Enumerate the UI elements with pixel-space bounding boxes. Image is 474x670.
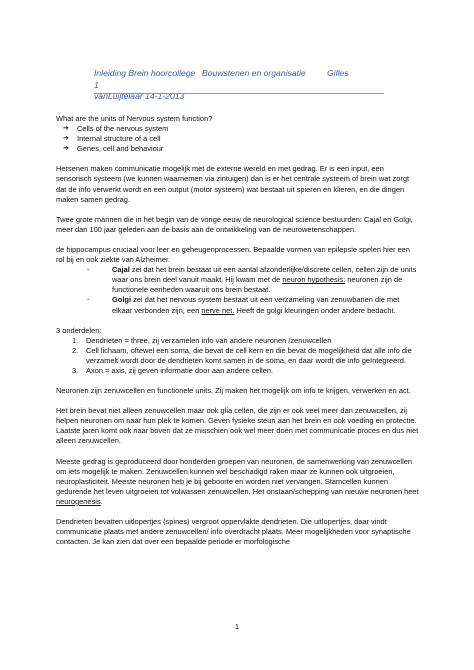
- document-body: [56, 114, 420, 557]
- list-item: [56, 336, 420, 346]
- list-item: ➔ Cells of the nervous system: [56, 124, 420, 134]
- neurogenesis-term: neurogenesis: [56, 496, 101, 506]
- paragraph: [56, 457, 420, 507]
- onderdelen-title: 3 onderdelen:: [56, 325, 102, 335]
- cajal-text-end: neuronen zijn de functionele eenheden waaruit ons brein bestaat.: [112, 275, 403, 295]
- intro-question: What are the units of Nervous system function?: [56, 114, 213, 123]
- paragraph-text: Meeste gedrag is geproduceerd door honderden groepen van neuronen, de samenwerking van zenuwcellen om iets mogelijk te maken. Zenuwcellen kunnen wel beschadigd raken maar ze kunnen ook uitgroeien, neuroplasticiteit. Meeste neuronen heb je bij geboorte en worden niet vervangen. Stamcellen kunnen gedurende het leven uitgroeien tot volwassen zenuwcellen. Het onstaan/schepping van nieuwe neuronen heet: [56, 456, 419, 496]
- page-number: 1: [234, 622, 240, 631]
- golgi-text-end: Heeft de golgi kleuringen onder andere bedacht.: [234, 305, 396, 315]
- paragraph: Twee grote mannen die in het begin van de vorige eeuw de neurological science bestuurden: Cajal en Golgi, meer dan 100 jaar geleden aan de basis aan de ontwikkeling van de neurowetenschappen.: [56, 214, 413, 234]
- paragraph-text-end: .: [100, 496, 103, 506]
- list-item: [56, 366, 420, 376]
- paragraph: Hersenen maken communicatie mogelijk met de externe wereld en met gedrag. Er is een input, een sensorisch systeem (we kunnen waarnemen via zintuigen) dan is er het centrale systeem of brein wat zorgt dat de info verwerkt wordt en een output (motor systeem) wat bestaat uit spieren en klieren, en die dingen maken samen gedrag.: [56, 164, 410, 204]
- neuron-hypothesis-term: neuron hypothesis:: [282, 275, 346, 285]
- intro-list: [56, 124, 420, 154]
- list-item: ➔ Internal structure of a cell: [56, 134, 420, 144]
- onderdelen-list: [56, 336, 420, 376]
- item-number: 1.: [72, 335, 79, 345]
- header-course: Inleiding Brein hoorcollege 1: [94, 68, 196, 90]
- page-header: [94, 68, 384, 103]
- golgi-name: Golgi: [112, 295, 132, 305]
- nerve-net-term: nerve net.: [201, 305, 235, 315]
- paragraph: Het brein bevat niet alleen zenuwcellen maar ook glia cellen, die zijn er ook veel meer dan zenuwcellen, zij helpen neuronen om naar hun plek te komen. Geven fysieke steun aan het brein en ook voeding en protectie. Laatste jaren komt ook naar boven dat ze misschien ook wel meer doen met communicatie proces en dus niet alleen zenuwcellen.: [56, 406, 419, 446]
- item-number: 3.: [72, 365, 79, 375]
- header-topic: Bouwstenen en organisatie: [202, 68, 306, 78]
- header-author-date: vanLuijtelaar 14-1-2013: [94, 91, 185, 101]
- list-item-golgi: [56, 295, 420, 315]
- list-item-cajal: [56, 265, 420, 295]
- item-text: Cell lichaam, oftewel een soma, die bevat de cell kern en die bevat de mogelijkheid dat alle info die verzamelt wordt door de dendrieten komt samen in de soma, en daar wordt die info geïntegreerd.: [86, 345, 412, 365]
- item-number: 2.: [72, 345, 79, 355]
- list-item: [56, 346, 420, 366]
- paragraph: Neuronen zijn zenuwcellen en functionele units. Zij maken het mogelijk om info te krijgen, verwerken en act.: [56, 386, 411, 396]
- header-author-first: Gilles: [327, 68, 349, 78]
- list-item: ➔ Genes, cell and behaviour: [56, 144, 420, 154]
- paragraph: Dendrieten bevatten uitlopertjes (spines) vergroot oppervlakte dendrieten. Die uitlopertjes, daar vindt communicatie plaats met andere zenuwcellen/ info overdracht plaats. Meer mogelijkheden voor synaptische contacten. Je kan zien dat over een bepaalde periode er morfologische: [56, 517, 411, 547]
- item-text: Dendrieten = three, zij verzamelen info van andere neuronen /zenuwcellen: [86, 335, 332, 345]
- cajal-text: zei dat het brein bestaat uit een aantal afzonderlijke/discrete cellen, cellen zijn de units waar ons brein deel vanuit maakt. Hij kwam met de: [112, 265, 417, 285]
- scientists-list: [56, 265, 420, 315]
- cajal-name: Cajal: [112, 265, 130, 275]
- golgi-text: zei dat het nervous system bestaat uit een verzameling van zenuwbanen die met elkaar verbonden zijn, een: [112, 295, 400, 315]
- header-divider: [94, 93, 384, 94]
- paragraph: de hippocampus cruciaal voor leer en geheugenprocessen. Bepaalde vormen van epilepsie spelen hier een rol bij en ook ziekte van Alzheimer.: [56, 244, 410, 265]
- item-text: Axon = axis, zij geven informatie door aan andere cellen.: [86, 365, 274, 375]
